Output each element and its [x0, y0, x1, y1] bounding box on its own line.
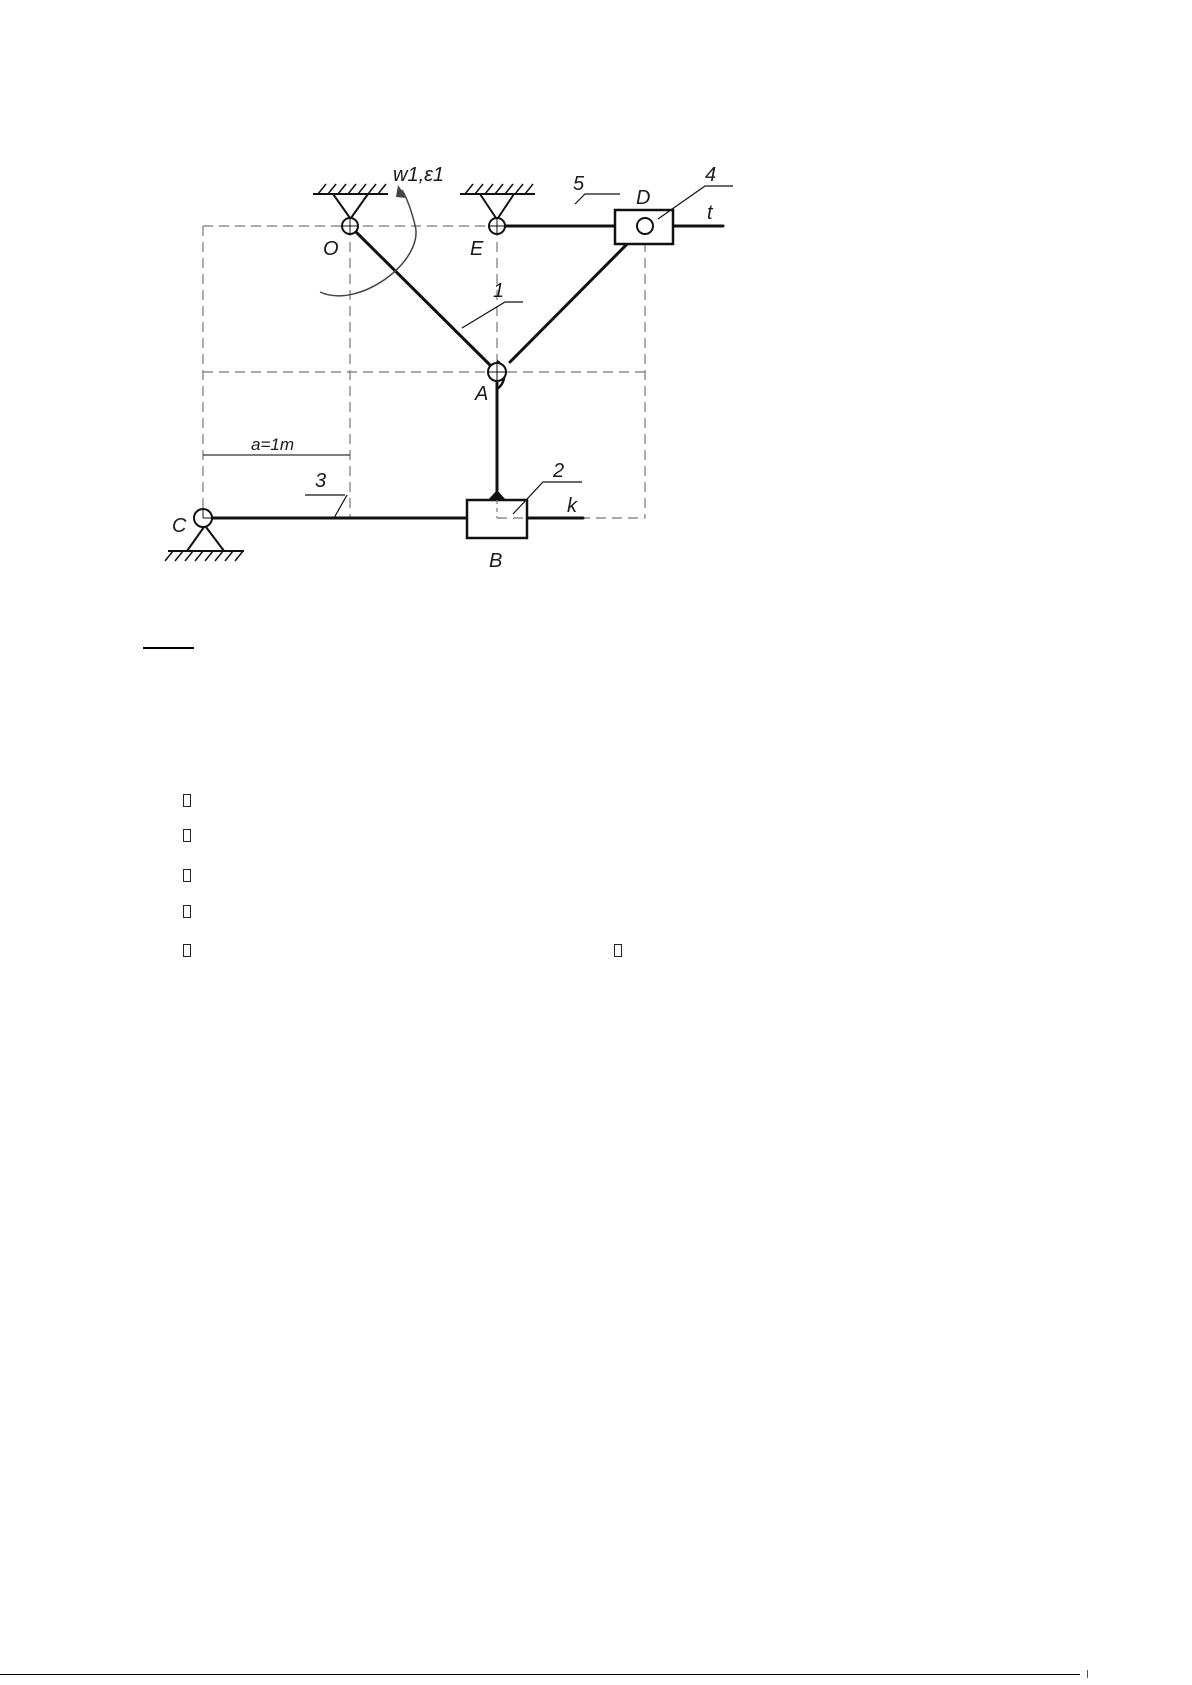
pins	[194, 218, 653, 527]
label-c: C	[172, 515, 187, 537]
rotation-arrowhead	[396, 185, 407, 198]
weld-mark	[488, 490, 506, 500]
heading-underline	[143, 647, 194, 649]
label-link-3: 3	[315, 470, 327, 492]
option-marker-5	[183, 944, 191, 957]
option-marker-4	[183, 905, 191, 918]
slider-2	[467, 500, 527, 538]
option-marker-2	[183, 829, 191, 842]
option-marker-1	[183, 794, 191, 807]
label-t: t	[707, 202, 713, 224]
label-b: B	[489, 550, 503, 572]
label-link-2: 2	[553, 460, 565, 482]
label-omega: w1,ε1	[393, 164, 445, 186]
label-link-4: 4	[705, 164, 717, 186]
footer-rule	[0, 1674, 1080, 1675]
label-d: D	[636, 187, 651, 209]
footer-tick	[1087, 1670, 1088, 1678]
support-e	[460, 184, 535, 218]
label-a: A	[475, 383, 489, 405]
label-o: O	[323, 238, 339, 260]
label-e: E	[470, 238, 484, 260]
label-link-5: 5	[573, 173, 585, 195]
option-marker-3	[183, 869, 191, 882]
label-k: k	[567, 495, 577, 517]
link-ad	[510, 226, 645, 362]
support-o	[313, 184, 388, 218]
option-marker-6	[614, 944, 622, 957]
label-link-1: 1	[493, 280, 505, 302]
label-dimension: a=1m	[251, 435, 294, 454]
pin-d	[637, 218, 653, 234]
construction-grid	[203, 226, 645, 518]
